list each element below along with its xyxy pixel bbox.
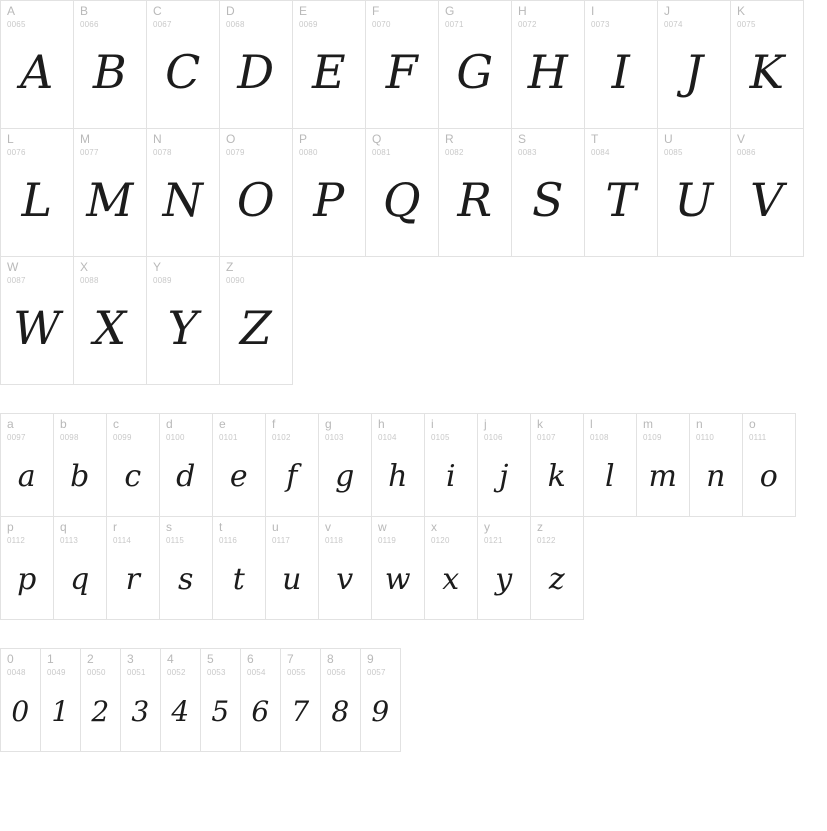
glyph-sample: D bbox=[237, 44, 275, 99]
glyph-sample: W bbox=[13, 300, 61, 355]
glyph-code-label: 0054 bbox=[247, 668, 266, 677]
glyph-cell[interactable] bbox=[241, 649, 281, 752]
glyph-code-label: 0086 bbox=[737, 148, 756, 157]
glyph-code-label: 0102 bbox=[272, 433, 291, 442]
glyph-char-label: E bbox=[299, 4, 308, 18]
glyph-code-label: 0103 bbox=[325, 433, 344, 442]
glyph-char-label: H bbox=[518, 4, 527, 18]
glyph-cell[interactable] bbox=[201, 649, 241, 752]
glyph-code-label: 0109 bbox=[643, 433, 662, 442]
glyph-char-label: o bbox=[749, 417, 756, 431]
glyph-cell[interactable] bbox=[658, 1, 731, 129]
glyph-char-label: g bbox=[325, 417, 332, 431]
glyph-code-label: 0089 bbox=[153, 276, 172, 285]
glyph-char-label: j bbox=[484, 417, 487, 431]
glyph-code-label: 0055 bbox=[287, 668, 306, 677]
glyph-sample: U bbox=[674, 172, 714, 227]
glyph-code-label: 0106 bbox=[484, 433, 503, 442]
glyph-cell[interactable] bbox=[478, 517, 531, 620]
glyph-char-label: L bbox=[7, 132, 14, 146]
glyph-sample: p bbox=[17, 561, 37, 597]
digits-glyph-grid bbox=[0, 648, 401, 752]
glyph-cell[interactable] bbox=[1, 257, 74, 385]
glyph-cell[interactable] bbox=[531, 517, 584, 620]
glyph-cell[interactable] bbox=[220, 129, 293, 257]
glyph-cell[interactable] bbox=[147, 257, 220, 385]
glyph-cell[interactable] bbox=[585, 129, 658, 257]
glyph-char-label: h bbox=[378, 417, 385, 431]
glyph-code-label: 0121 bbox=[484, 536, 503, 545]
glyph-char-label: 5 bbox=[207, 652, 214, 666]
glyph-cell[interactable] bbox=[1, 649, 41, 752]
glyph-char-label: d bbox=[166, 417, 173, 431]
glyph-sample: H bbox=[527, 44, 569, 99]
glyph-cell[interactable] bbox=[439, 1, 512, 129]
glyph-char-label: P bbox=[299, 132, 308, 146]
glyph-sample: A bbox=[20, 44, 54, 99]
glyph-code-label: 0053 bbox=[207, 668, 226, 677]
glyph-sample: j bbox=[499, 458, 509, 494]
glyph-cell[interactable] bbox=[220, 257, 293, 385]
glyph-code-label: 0116 bbox=[219, 536, 238, 545]
glyph-char-label: S bbox=[518, 132, 527, 146]
glyph-sample: C bbox=[165, 44, 201, 99]
glyph-code-label: 0120 bbox=[431, 536, 450, 545]
glyph-code-label: 0104 bbox=[378, 433, 397, 442]
glyph-char-label: t bbox=[219, 520, 223, 534]
glyph-code-label: 0080 bbox=[299, 148, 318, 157]
glyph-char-label: c bbox=[113, 417, 119, 431]
glyph-cell[interactable] bbox=[731, 1, 804, 129]
glyph-code-label: 0081 bbox=[372, 148, 391, 157]
glyph-code-label: 0112 bbox=[7, 536, 26, 545]
glyph-code-label: 0108 bbox=[590, 433, 609, 442]
glyph-code-label: 0118 bbox=[325, 536, 344, 545]
glyph-sample: O bbox=[236, 172, 276, 227]
glyph-sample: 8 bbox=[331, 694, 350, 728]
glyph-sample: w bbox=[384, 561, 412, 597]
glyph-cell[interactable] bbox=[584, 414, 637, 517]
glyph-cell[interactable] bbox=[213, 517, 266, 620]
glyph-char-label: X bbox=[80, 260, 89, 274]
glyph-cell[interactable] bbox=[690, 414, 743, 517]
glyph-code-label: 0057 bbox=[367, 668, 386, 677]
glyph-char-label: 0 bbox=[7, 652, 14, 666]
glyph-code-label: 0070 bbox=[372, 20, 391, 29]
glyph-sample: L bbox=[21, 172, 53, 227]
glyph-code-label: 0079 bbox=[226, 148, 245, 157]
glyph-cell[interactable] bbox=[281, 649, 321, 752]
glyph-code-label: 0076 bbox=[7, 148, 26, 157]
glyph-char-label: Y bbox=[153, 260, 162, 274]
glyph-cell[interactable] bbox=[293, 129, 366, 257]
glyph-code-label: 0122 bbox=[537, 536, 556, 545]
glyph-sample: m bbox=[648, 458, 678, 494]
glyph-char-label: I bbox=[591, 4, 595, 18]
glyph-sample: d bbox=[176, 458, 196, 494]
glyph-code-label: 0113 bbox=[60, 536, 79, 545]
glyph-char-label: 3 bbox=[127, 652, 134, 666]
glyph-cell[interactable] bbox=[1, 129, 74, 257]
glyph-code-label: 0067 bbox=[153, 20, 172, 29]
glyph-char-label: R bbox=[445, 132, 454, 146]
glyph-char-label: 7 bbox=[287, 652, 294, 666]
glyph-code-label: 0049 bbox=[47, 668, 66, 677]
glyph-cell[interactable] bbox=[658, 129, 731, 257]
glyph-char-label: G bbox=[445, 4, 455, 18]
glyph-char-label: b bbox=[60, 417, 67, 431]
glyph-char-label: 2 bbox=[87, 652, 94, 666]
glyph-code-label: 0088 bbox=[80, 276, 99, 285]
glyph-sample: 4 bbox=[171, 694, 190, 728]
glyph-cell[interactable] bbox=[107, 414, 160, 517]
glyph-sample: B bbox=[92, 44, 128, 99]
glyph-cell[interactable] bbox=[637, 414, 690, 517]
glyph-char-label: 9 bbox=[367, 652, 374, 666]
glyph-code-label: 0071 bbox=[445, 20, 464, 29]
glyph-code-label: 0056 bbox=[327, 668, 346, 677]
lowercase-glyph-grid bbox=[0, 413, 796, 620]
glyph-code-label: 0090 bbox=[226, 276, 245, 285]
glyph-cell[interactable] bbox=[319, 517, 372, 620]
glyph-code-label: 0068 bbox=[226, 20, 245, 29]
glyph-code-label: 0085 bbox=[664, 148, 683, 157]
glyph-sample: 2 bbox=[91, 694, 110, 728]
glyph-char-label: 8 bbox=[327, 652, 334, 666]
glyph-sample: 5 bbox=[211, 694, 230, 728]
glyph-cell[interactable] bbox=[266, 517, 319, 620]
glyph-code-label: 0069 bbox=[299, 20, 318, 29]
glyph-cell[interactable] bbox=[1, 414, 54, 517]
glyph-char-label: A bbox=[7, 4, 16, 18]
glyph-cell[interactable] bbox=[81, 649, 121, 752]
glyph-code-label: 0078 bbox=[153, 148, 172, 157]
glyph-sample: R bbox=[457, 172, 493, 227]
glyph-code-label: 0073 bbox=[591, 20, 610, 29]
glyph-char-label: i bbox=[431, 417, 434, 431]
glyph-char-label: m bbox=[643, 417, 653, 431]
uppercase-glyph-grid bbox=[0, 0, 804, 385]
glyph-sample: r bbox=[125, 561, 141, 597]
glyph-char-label: O bbox=[226, 132, 236, 146]
glyph-char-label: n bbox=[696, 417, 703, 431]
glyph-cell[interactable] bbox=[366, 129, 439, 257]
glyph-char-label: q bbox=[60, 520, 67, 534]
glyph-code-label: 0087 bbox=[7, 276, 26, 285]
glyph-char-label: k bbox=[537, 417, 543, 431]
glyph-cell[interactable] bbox=[74, 1, 147, 129]
glyph-char-label: a bbox=[7, 417, 14, 431]
glyph-sample: F bbox=[385, 44, 419, 99]
glyph-sample: 1 bbox=[51, 694, 70, 728]
glyph-code-label: 0074 bbox=[664, 20, 683, 29]
glyph-sample: u bbox=[282, 561, 302, 597]
glyph-cell[interactable] bbox=[585, 1, 658, 129]
glyph-code-label: 0052 bbox=[167, 668, 186, 677]
glyph-code-label: 0066 bbox=[80, 20, 99, 29]
glyph-char-label: 4 bbox=[167, 652, 174, 666]
glyph-char-label: v bbox=[325, 520, 331, 534]
glyph-char-label: r bbox=[113, 520, 117, 534]
glyph-sample: i bbox=[445, 458, 457, 494]
glyph-char-label: B bbox=[80, 4, 89, 18]
glyph-char-label: Q bbox=[372, 132, 382, 146]
glyph-sample: X bbox=[93, 300, 127, 355]
glyph-cell[interactable] bbox=[372, 414, 425, 517]
glyph-cell[interactable] bbox=[372, 517, 425, 620]
glyph-sample: c bbox=[124, 458, 142, 494]
glyph-cell[interactable] bbox=[439, 129, 512, 257]
glyph-sample: n bbox=[706, 458, 726, 494]
glyph-code-label: 0115 bbox=[166, 536, 185, 545]
glyph-char-label: U bbox=[664, 132, 673, 146]
glyph-char-label: u bbox=[272, 520, 279, 534]
glyph-code-label: 0083 bbox=[518, 148, 537, 157]
glyph-sample: 6 bbox=[251, 694, 270, 728]
glyph-sample: K bbox=[749, 44, 785, 99]
glyph-char-label: f bbox=[272, 417, 276, 431]
glyph-sample: e bbox=[229, 458, 249, 494]
glyph-cell[interactable] bbox=[425, 414, 478, 517]
glyph-cell[interactable] bbox=[266, 414, 319, 517]
glyph-sample: 7 bbox=[291, 694, 310, 728]
glyph-cell[interactable] bbox=[147, 129, 220, 257]
glyph-code-label: 0117 bbox=[272, 536, 291, 545]
glyph-code-label: 0077 bbox=[80, 148, 99, 157]
glyph-sample: x bbox=[442, 561, 460, 597]
glyph-cell[interactable] bbox=[1, 1, 74, 129]
glyph-char-label: W bbox=[7, 260, 19, 274]
glyph-cell[interactable] bbox=[107, 517, 160, 620]
glyph-cell[interactable] bbox=[1, 517, 54, 620]
glyph-cell[interactable] bbox=[512, 1, 585, 129]
glyph-cell[interactable] bbox=[121, 649, 161, 752]
glyph-sample: g bbox=[335, 458, 355, 494]
glyph-char-label: e bbox=[219, 417, 226, 431]
glyph-sample: 0 bbox=[11, 694, 30, 728]
glyph-char-label: D bbox=[226, 4, 235, 18]
glyph-sample: Q bbox=[382, 172, 422, 227]
digits-section bbox=[0, 648, 827, 752]
glyph-code-label: 0097 bbox=[7, 433, 26, 442]
glyph-char-label: s bbox=[166, 520, 172, 534]
glyph-cell[interactable] bbox=[147, 1, 220, 129]
glyph-sample: o bbox=[759, 458, 779, 494]
glyph-cell[interactable] bbox=[41, 649, 81, 752]
glyph-char-label: Z bbox=[226, 260, 234, 274]
glyph-cell[interactable] bbox=[54, 414, 107, 517]
glyph-char-label: K bbox=[737, 4, 746, 18]
glyph-code-label: 0111 bbox=[749, 433, 767, 442]
glyph-sample: S bbox=[531, 172, 564, 227]
glyph-code-label: 0100 bbox=[166, 433, 185, 442]
glyph-cell[interactable] bbox=[161, 649, 201, 752]
glyph-sample: f bbox=[286, 458, 298, 494]
glyph-cell[interactable] bbox=[213, 414, 266, 517]
glyph-sample: b bbox=[70, 458, 90, 494]
glyph-sample: q bbox=[70, 561, 90, 597]
glyph-sample: P bbox=[313, 172, 345, 227]
glyph-sample: t bbox=[232, 561, 246, 597]
glyph-sample: V bbox=[750, 172, 784, 227]
glyph-cell[interactable] bbox=[531, 414, 584, 517]
glyph-code-label: 0048 bbox=[7, 668, 26, 677]
glyph-cell[interactable] bbox=[160, 414, 213, 517]
glyph-sample: N bbox=[162, 172, 204, 227]
glyph-sample: s bbox=[178, 561, 194, 597]
glyph-char-label: C bbox=[153, 4, 162, 18]
glyph-code-label: 0050 bbox=[87, 668, 106, 677]
glyph-sample: 3 bbox=[131, 694, 150, 728]
glyph-char-label: p bbox=[7, 520, 14, 534]
glyph-char-label: V bbox=[737, 132, 746, 146]
glyph-sample: y bbox=[495, 561, 513, 597]
glyph-char-label: 6 bbox=[247, 652, 254, 666]
glyph-cell[interactable] bbox=[425, 517, 478, 620]
glyph-char-label: l bbox=[590, 417, 593, 431]
glyph-code-label: 0105 bbox=[431, 433, 450, 442]
glyph-cell[interactable] bbox=[319, 414, 372, 517]
glyph-sample: E bbox=[311, 44, 347, 99]
glyph-code-label: 0114 bbox=[113, 536, 132, 545]
glyph-cell[interactable] bbox=[366, 1, 439, 129]
glyph-code-label: 0099 bbox=[113, 433, 132, 442]
glyph-sample: I bbox=[611, 44, 631, 99]
glyph-char-label: z bbox=[537, 520, 543, 534]
glyph-sample: v bbox=[336, 561, 354, 597]
glyph-char-label: J bbox=[664, 4, 670, 18]
glyph-code-label: 0065 bbox=[7, 20, 26, 29]
glyph-char-label: x bbox=[431, 520, 437, 534]
glyph-char-label: 1 bbox=[47, 652, 54, 666]
glyph-sample: Z bbox=[239, 300, 273, 355]
glyph-sample: 9 bbox=[371, 694, 390, 728]
glyph-sample: M bbox=[86, 172, 134, 227]
glyph-code-label: 0098 bbox=[60, 433, 79, 442]
glyph-sample: h bbox=[388, 458, 408, 494]
glyph-sample: Y bbox=[167, 300, 199, 355]
glyph-cell[interactable] bbox=[731, 129, 804, 257]
glyph-code-label: 0072 bbox=[518, 20, 537, 29]
glyph-code-label: 0051 bbox=[127, 668, 146, 677]
glyph-cell[interactable] bbox=[321, 649, 361, 752]
glyph-cell[interactable] bbox=[160, 517, 213, 620]
glyph-char-label: M bbox=[80, 132, 90, 146]
glyph-sample: G bbox=[456, 44, 494, 99]
glyph-sample: l bbox=[604, 458, 616, 494]
glyph-char-label: N bbox=[153, 132, 162, 146]
glyph-sample: T bbox=[605, 172, 637, 227]
glyph-code-label: 0084 bbox=[591, 148, 610, 157]
glyph-sample: a bbox=[17, 458, 37, 494]
lowercase-section bbox=[0, 413, 827, 620]
glyph-cell[interactable] bbox=[220, 1, 293, 129]
glyph-code-label: 0107 bbox=[537, 433, 556, 442]
glyph-cell[interactable] bbox=[478, 414, 531, 517]
uppercase-section bbox=[0, 0, 827, 385]
glyph-cell[interactable] bbox=[293, 1, 366, 129]
glyph-code-label: 0101 bbox=[219, 433, 238, 442]
glyph-cell[interactable] bbox=[743, 414, 796, 517]
glyph-cell[interactable] bbox=[74, 257, 147, 385]
glyph-cell[interactable] bbox=[54, 517, 107, 620]
glyph-char-label: T bbox=[591, 132, 599, 146]
glyph-char-label: F bbox=[372, 4, 380, 18]
glyph-sample: z bbox=[548, 561, 566, 597]
glyph-cell[interactable] bbox=[361, 649, 401, 752]
glyph-code-label: 0075 bbox=[737, 20, 756, 29]
glyph-sample: k bbox=[547, 458, 567, 494]
glyph-code-label: 0082 bbox=[445, 148, 464, 157]
glyph-cell[interactable] bbox=[512, 129, 585, 257]
glyph-char-label: w bbox=[378, 520, 387, 534]
glyph-code-label: 0110 bbox=[696, 433, 715, 442]
glyph-sample: J bbox=[684, 44, 704, 99]
glyph-code-label: 0119 bbox=[378, 536, 397, 545]
glyph-cell[interactable] bbox=[74, 129, 147, 257]
glyph-char-label: y bbox=[484, 520, 490, 534]
